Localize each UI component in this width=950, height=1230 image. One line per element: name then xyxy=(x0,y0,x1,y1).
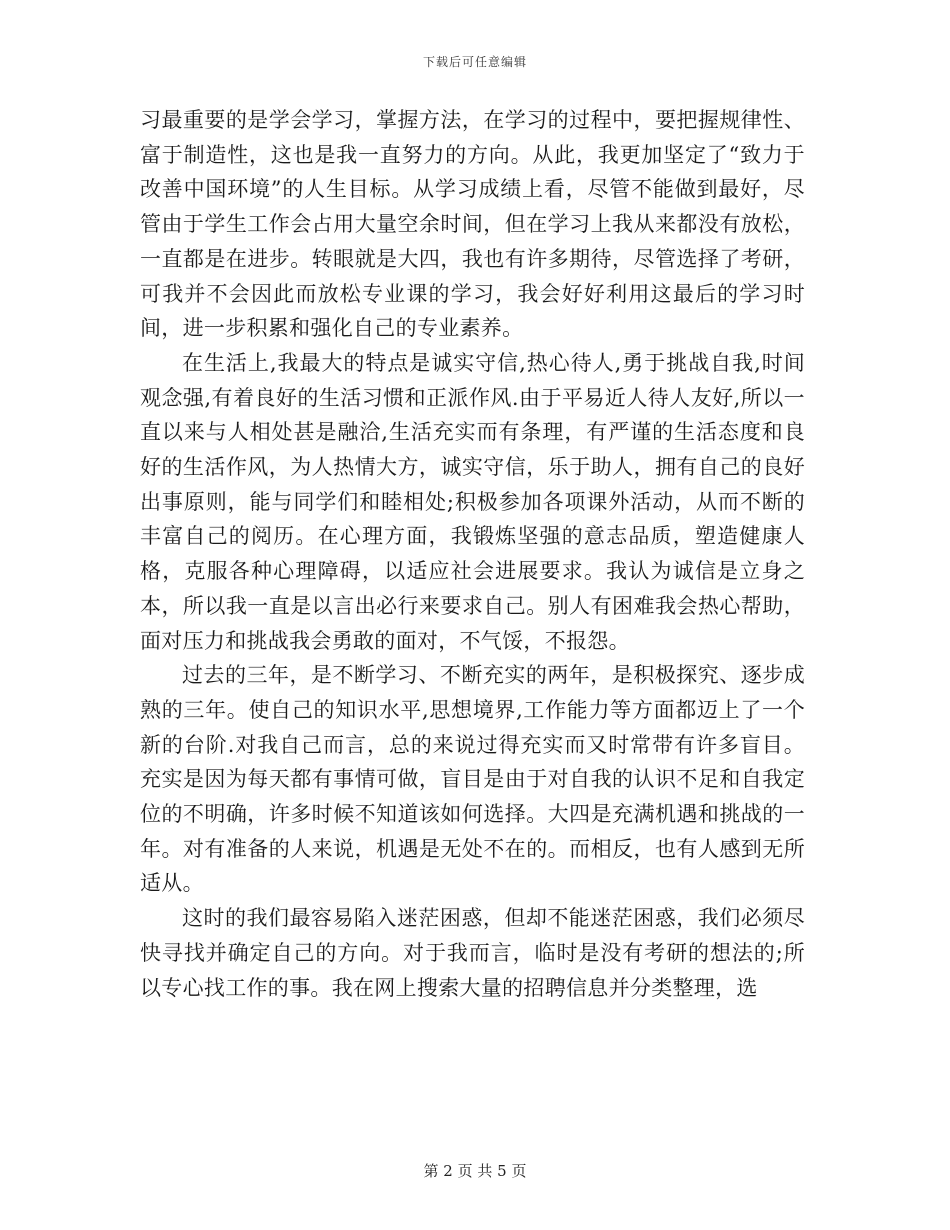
paragraph-2: 在生活上,我最大的特点是诚实守信,热心待人,勇于挑战自我,时间观念强,有着良好的生活习惯和正派作风.由于平易近人待人友好,所以一直以来与人相处甚是融洽,生活充实而有条理，有严谨的生活态度和良好的生活作风，为人热情大方，诚实守信，乐于助人，拥有自己的良好出事原则，能与同学们和睦相处;积极参加各项课外活动，从而不断的丰富自己的阅历。在心理方面，我锻炼坚强的意志品质，塑造健康人格，克服各种心理障碍，以适应社会进展要求。我认为诚信是立身之本，所以我一直是以言出必行来要求自己。别人有困难我会热心帮助，面对压力和挑战我会勇敢的面对，不气馁，不报怨。 xyxy=(140,350,805,653)
paragraph-1: 习最重要的是学会学习，掌握方法，在学习的过程中，要把握规律性、富于制造性，这也是我一直努力的方向。从此，我更加坚定了“致力于改善中国环境”的人生目标。从学习成绩上看，尽管不能做到最好，尽管由于学生工作会占用大量空余时间，但在学习上我从来都没有放松，一直都是在进步。转眼就是大四，我也有许多期待，尽管选择了考研，可我并不会因此而放松专业课的学习，我会好好利用这最后的学习时间，进一步积累和强化自己的专业素养。 xyxy=(140,108,805,341)
page-header: 下载后可任意编辑 xyxy=(422,55,527,69)
paragraph-4: 这时的我们最容易陷入迷茫困惑，但却不能迷茫困惑，我们必须尽快寻找并确定自己的方向。对于我而言，临时是没有考研的想法的;所以专心找工作的事。我在网上搜索大量的招聘信息并分类整理，选 xyxy=(140,906,805,1000)
page-footer: 第 2 页 共 5 页 xyxy=(423,1162,527,1180)
document-body xyxy=(140,103,805,1005)
paragraph-3: 过去的三年，是不断学习、不断充实的两年，是积极探究、逐步成熟的三年。使自己的知识水平,思想境界,工作能力等方面都迈上了一个新的台阶.对我自己而言，总的来说过得充实而又时常带有许多盲目。充实是因为每天都有事情可做，盲目是由于对自我的认识不足和自我定位的不明确，许多时候不知道该如何选择。大四是充满机遇和挑战的一年。对有准备的人来说，机遇是无处不在的。而相反，也有人感到无所适从。 xyxy=(140,663,805,896)
